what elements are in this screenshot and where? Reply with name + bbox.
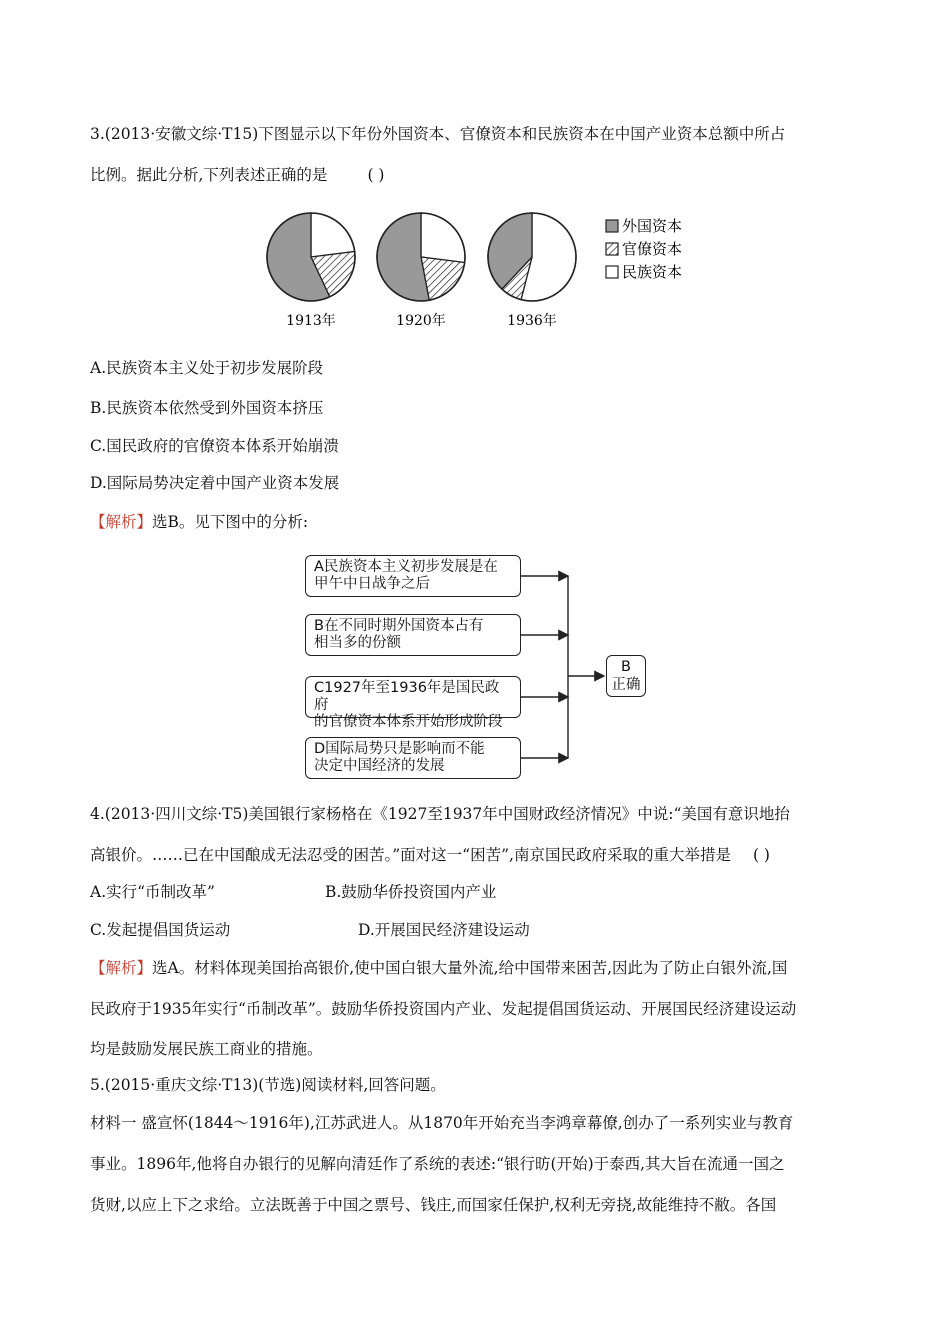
q4-stem: 高银价。……已在中国酿成无法忍受的困苦。”面对这一“困苦”,南京国民政府采取的重大举措是 [90, 846, 731, 864]
pie-year-label: 1920年 [396, 313, 446, 329]
flow-box-a [305, 555, 521, 597]
flow-box-b-line2: 相当多的份额 [314, 635, 401, 651]
q5-line1: 5.(2015·重庆文综·T13)(节选)阅读材料,回答问题。 [90, 1076, 446, 1094]
q4-analysis-text: 选A。材料体现美国抬高银价,使中国白银大量外流,给中国带来困苦,因此为了防止白银外流,国 [152, 959, 788, 977]
option-a: A.民族资本主义处于初步发展阶段 [90, 359, 324, 377]
pie-year-label: 1913年 [286, 313, 336, 329]
q3-line1: 3.(2013·安徽文综·T15)下图显示以下年份外国资本、官僚资本和民族资本在中国产业资本总额中所占 [90, 125, 786, 143]
legend-swatch [606, 266, 618, 278]
flow-box-b-line1: B在不同时期外国资本占有 [314, 618, 484, 634]
legend-label: 外国资本 [622, 217, 683, 235]
flow-box-d-line1: D国际局势只是影响而不能 [314, 741, 485, 757]
q4-option-c: C.发起提倡国货运动 [90, 921, 231, 939]
flow-box-c-line1: C1927年至1936年是国民政府 [314, 680, 500, 713]
flow-result-line2: 正确 [611, 677, 641, 693]
q4-analysis-tag: 【解析】 [90, 959, 153, 977]
option-d: D.国际局势决定着中国产业资本发展 [90, 474, 340, 492]
q3-stem: 比例。据此分析,下列表述正确的是 [90, 166, 328, 184]
q3-analysis [90, 512, 308, 532]
flow-box-b [305, 614, 521, 656]
answer-blank: ( ) [367, 166, 385, 184]
pie-slice-2-1 [377, 213, 429, 301]
pie-slice-2-3 [421, 213, 465, 263]
pie-year-label: 1936年 [507, 313, 557, 329]
q4-line2 [90, 845, 770, 865]
q4-option-d: D.开展国民经济建设运动 [358, 921, 530, 939]
pie-charts [255, 205, 715, 330]
q4-analysis-2: 民政府于1935年实行“币制改革”。鼓励华侨投资国内产业、发起提倡国货运动、开展国民经济建设运动 [90, 1000, 797, 1018]
q4-analysis-3: 均是鼓励发展民族工商业的措施。 [90, 1040, 323, 1058]
legend-swatch [606, 220, 618, 232]
analysis-text: 选B。见下图中的分析: [152, 513, 309, 531]
legend-swatch [606, 243, 618, 255]
legend-label: 民族资本 [622, 263, 683, 281]
option-b: B.民族资本依然受到外国资本挤压 [90, 399, 324, 417]
q4-option-b: B.鼓励华侨投资国内产业 [325, 883, 497, 901]
q4-analysis-1 [90, 958, 787, 978]
q5-line3: 事业。1896年,他将自办银行的见解向清廷作了系统的表述:“银行昉(开始)于泰西,其大旨在流通一国之 [90, 1155, 785, 1173]
flow-box-a-line1: A民族资本主义初步发展是在 [314, 559, 498, 575]
flow-box-a-line2: 甲午中日战争之后 [314, 576, 430, 592]
q4-line1: 4.(2013·四川文综·T5)美国银行家杨格在《1927至1937年中国财政经济情况》中说:“美国有意识地抬 [90, 805, 790, 823]
legend-label: 官僚资本 [622, 240, 683, 258]
q3-line2 [90, 165, 384, 185]
flow-box-d [305, 737, 521, 779]
q5-line2: 材料一 盛宣怀(1844～1916年),江苏武进人。从1870年开始充当李鸿章幕僚,创办了一系列实业与教育 [90, 1114, 794, 1132]
flow-box-d-line2: 决定中国经济的发展 [314, 758, 445, 774]
q4-option-a: A.实行“币制改革” [90, 883, 215, 901]
flow-box-c-line2: 的官僚资本体系开始形成阶段 [314, 714, 503, 730]
flow-result-box [606, 655, 646, 697]
q5-line4: 货财,以应上下之求给。立法既善于中国之票号、钱庄,而国家任保护,权利无旁挠,故能维持不敝。各国 [90, 1196, 777, 1214]
flow-result-line1: B [621, 659, 631, 675]
analysis-tag: 【解析】 [90, 513, 153, 531]
option-c: C.国民政府的官僚资本体系开始崩溃 [90, 437, 339, 455]
flow-box-c [305, 676, 521, 730]
q4-answer-blank: ( ) [752, 846, 770, 864]
